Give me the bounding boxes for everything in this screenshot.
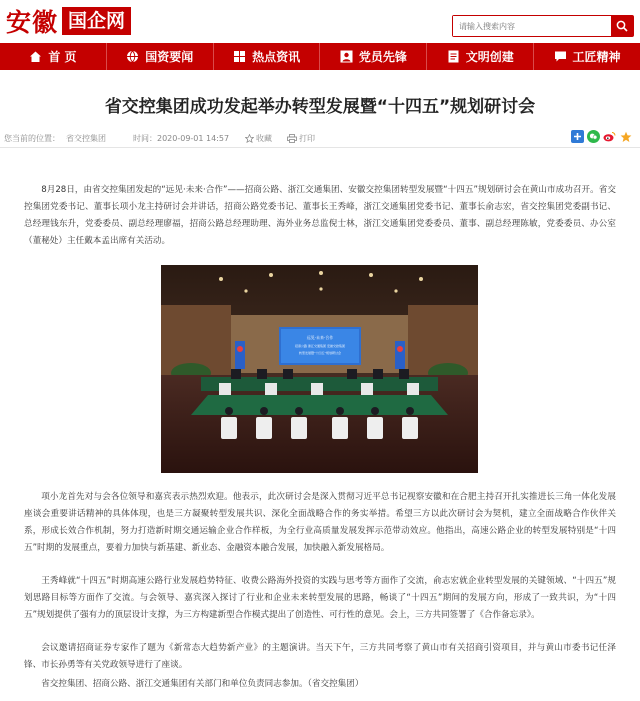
nav-item-news[interactable] <box>107 43 214 70</box>
share-buttons <box>571 130 632 143</box>
breadcrumb-link[interactable]: 省交控集团 <box>66 134 106 143</box>
site-header <box>0 0 640 42</box>
document-icon <box>447 50 460 63</box>
site-logo[interactable] <box>6 5 131 37</box>
home-icon <box>29 50 42 63</box>
nav-label: 首 页 <box>48 50 77 64</box>
screen-line: 远见·未来·合作 <box>306 335 334 340</box>
nav-label: 文明创建 <box>465 50 514 64</box>
article-photo <box>161 265 478 473</box>
article-paragraph: 8月28日，由省交控集团发起的“远见·未来·合作”——招商公路、浙江交通集团、安徽交控集团转型发展暨“十四五”规划研讨会在黄山市成功召开。省交控集团党委书记、董事长项小龙主持研讨会并讲话，招商公路党委书记、董事长王秀峰，浙江交通集团党委书记、董事长俞志宏，省交控集团党委副书记、总经理钱东升，党委委员、副总经理廖福，招商公路总经理助理、海外业务总监倪士林，浙江交通集团党委委员、董事、副总经理陈敏，党委委员、办公室（董秘处）主任戴本孟出席有关活动。 <box>24 185 616 246</box>
publish-time: 时间：2020-09-01 14:57 <box>133 134 230 143</box>
article-paragraph: 会议邀请招商证券专家作了题为《新常态大趋势新产业》的主题演讲。当天下午，三方共同考察了黄山市有关招商引资项目，并与黄山市委书记任泽锋、市长孙勇等有关党政领导进行了座谈。 <box>24 643 616 670</box>
article-title: 省交控集团成功发起举办转型发展暨“十四五”规划研讨会 <box>104 97 536 117</box>
nav-label: 国资要闻 <box>145 50 194 64</box>
print-label: 打印 <box>299 134 315 143</box>
breadcrumb <box>4 133 106 144</box>
screen-line: 转型发展暨“十四五”规划研讨会 <box>298 351 342 355</box>
favorite-star-icon[interactable] <box>619 130 632 143</box>
screen-line: 招商公路 浙江交通集团 安徽交控集团 <box>295 344 345 348</box>
printer-icon <box>287 134 297 143</box>
person-icon <box>340 50 353 63</box>
favorite-button[interactable] <box>245 133 272 144</box>
share-plus-icon[interactable] <box>571 130 584 143</box>
meeting-photo-illustration <box>161 265 478 473</box>
location-label: 您当前的位置： <box>4 134 60 143</box>
star-icon <box>245 134 254 143</box>
article-paragraph: 省交控集团、招商公路、浙江交通集团有关部门和单位负责同志参加。（省交控集团） <box>41 679 364 689</box>
main-nav <box>0 43 640 70</box>
nav-item-home[interactable] <box>0 43 107 70</box>
chat-icon <box>554 50 567 63</box>
nav-item-craft[interactable] <box>534 43 640 70</box>
grid-icon <box>233 50 246 63</box>
weibo-icon[interactable] <box>603 130 616 143</box>
article-paragraph: 王秀峰就“十四五”时期高速公路行业发展趋势特征、收费公路海外投资的实践与思考等方面作了交流，俞志宏就企业转型发展的关键领域、“十四五”规划思路目标等方面作了交流。与会领导、嘉宾深入探讨了行业和企业未来转型发展的思路，畅谈了“十四五”期间的发展方向，形成了一致共识，为“十四五”规划提供了强有力的顶层设计支撑，为三方构建新型合作模式提出了创造性、可行性的意见。会上，三方共同签署了《合作备忘录》。 <box>24 576 616 620</box>
wechat-icon[interactable] <box>587 130 600 143</box>
logo-box-text: 国企网 <box>62 7 131 35</box>
favorite-label: 收藏 <box>256 134 272 143</box>
search-input[interactable] <box>453 16 611 36</box>
nav-label: 党员先锋 <box>358 50 407 64</box>
print-button[interactable] <box>287 133 315 144</box>
article-paragraph: 项小龙首先对与会各位领导和嘉宾表示热烈欢迎。他表示，此次研讨会是深入贯彻习近平总书记视察安徽和在合肥主持召开扎实推进长三角一体化发展座谈会重要讲话精神的具体体现，也是三方凝聚转型发展共识、深化全面战略合作的务实举措。希望三方以此次研讨会为契机，建立全面战略合作伙伴关系，形成长效合作机制，努力打造新时期交通运输企业合作样板，为全行业高质量发展发挥示范带动效应。他指出，高速公路企业的转型发展特别是“十四五”时期的发展重点，要着力加快与新基建、新业态、金融资本融合发展，加快融入新发展格局。 <box>24 492 616 553</box>
nav-item-party[interactable] <box>320 43 427 70</box>
nav-label: 热点资讯 <box>252 50 301 64</box>
article-meta-bar <box>0 128 640 148</box>
globe-icon <box>126 50 139 63</box>
search-button[interactable] <box>611 16 633 36</box>
nav-item-hot[interactable] <box>214 43 321 70</box>
nav-label: 工匠精神 <box>572 50 621 64</box>
search-icon <box>616 20 628 32</box>
nav-item-civil[interactable] <box>427 43 534 70</box>
search-bar <box>452 15 634 37</box>
logo-text: 安徽 <box>6 8 59 37</box>
